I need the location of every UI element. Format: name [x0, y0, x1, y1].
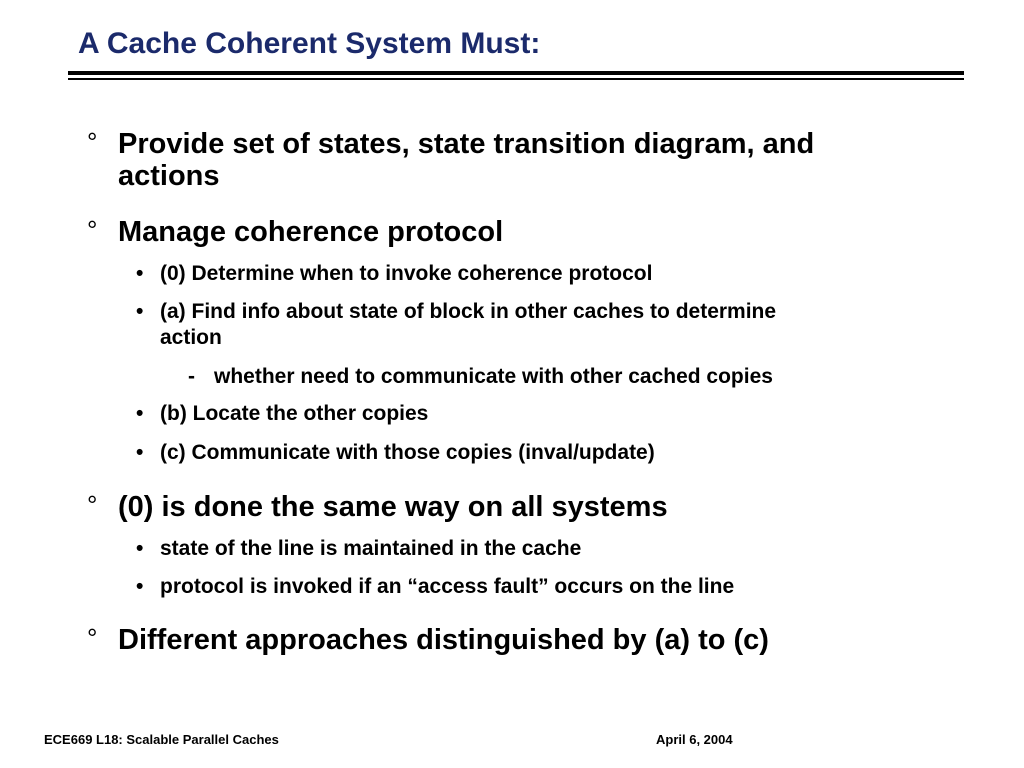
sub-bullet-text: (0) Determine when to invoke coherence protocol: [160, 262, 653, 285]
sub-bullet-item: [136, 440, 655, 466]
degree-bullet-icon: °: [87, 215, 98, 245]
sub-bullet-item: [136, 401, 429, 427]
degree-bullet-icon: °: [87, 127, 98, 157]
bullet-text: Provide set of states, state transition diagram, and: [118, 128, 815, 160]
bullet-item: [87, 215, 504, 248]
sub-bullet-item: [136, 299, 777, 351]
footer-course-label: ECE669 L18: Scalable Parallel Caches: [44, 732, 279, 747]
bullet-item: [87, 127, 815, 192]
sub-sub-bullet-item: [188, 364, 773, 390]
sub-bullet-text: (c) Communicate with those copies (inval/update): [160, 441, 655, 464]
dot-bullet-icon: •: [136, 262, 144, 285]
sub-bullet-text-continuation: action: [160, 326, 222, 349]
footer-date: April 6, 2004: [656, 732, 733, 747]
bullet-text: Different approaches distinguished by (a) to (c): [118, 624, 769, 656]
bullet-text-continuation: actions: [118, 160, 220, 192]
sub-bullet-item: [136, 574, 735, 600]
sub-bullet-item: [136, 536, 582, 562]
sub-bullet-text: (b) Locate the other copies: [160, 402, 429, 425]
dot-bullet-icon: •: [136, 575, 144, 598]
degree-bullet-icon: °: [87, 490, 98, 520]
sub-bullet-text: (a) Find info about state of block in other caches to determine: [160, 300, 777, 323]
bullet-text: (0) is done the same way on all systems: [118, 491, 668, 523]
title-rule-thin: [68, 78, 964, 80]
dot-bullet-icon: •: [136, 537, 144, 560]
dash-bullet-icon: -: [188, 365, 195, 388]
bullet-item: [87, 490, 668, 523]
sub-bullet-text: protocol is invoked if an “access fault” occurs on the line: [160, 575, 735, 598]
slide-title: A Cache Coherent System Must:: [78, 27, 541, 60]
bullet-item: [87, 623, 769, 656]
sub-bullet-item: [136, 261, 653, 287]
bullet-text: Manage coherence protocol: [118, 216, 504, 248]
sub-bullet-text: state of the line is maintained in the cache: [160, 537, 582, 560]
dot-bullet-icon: •: [136, 441, 144, 464]
dot-bullet-icon: •: [136, 402, 144, 425]
title-rule-thick: [68, 71, 964, 75]
dot-bullet-icon: •: [136, 300, 144, 323]
degree-bullet-icon: °: [87, 623, 98, 653]
sub-sub-bullet-text: whether need to communicate with other cached copies: [214, 365, 773, 388]
